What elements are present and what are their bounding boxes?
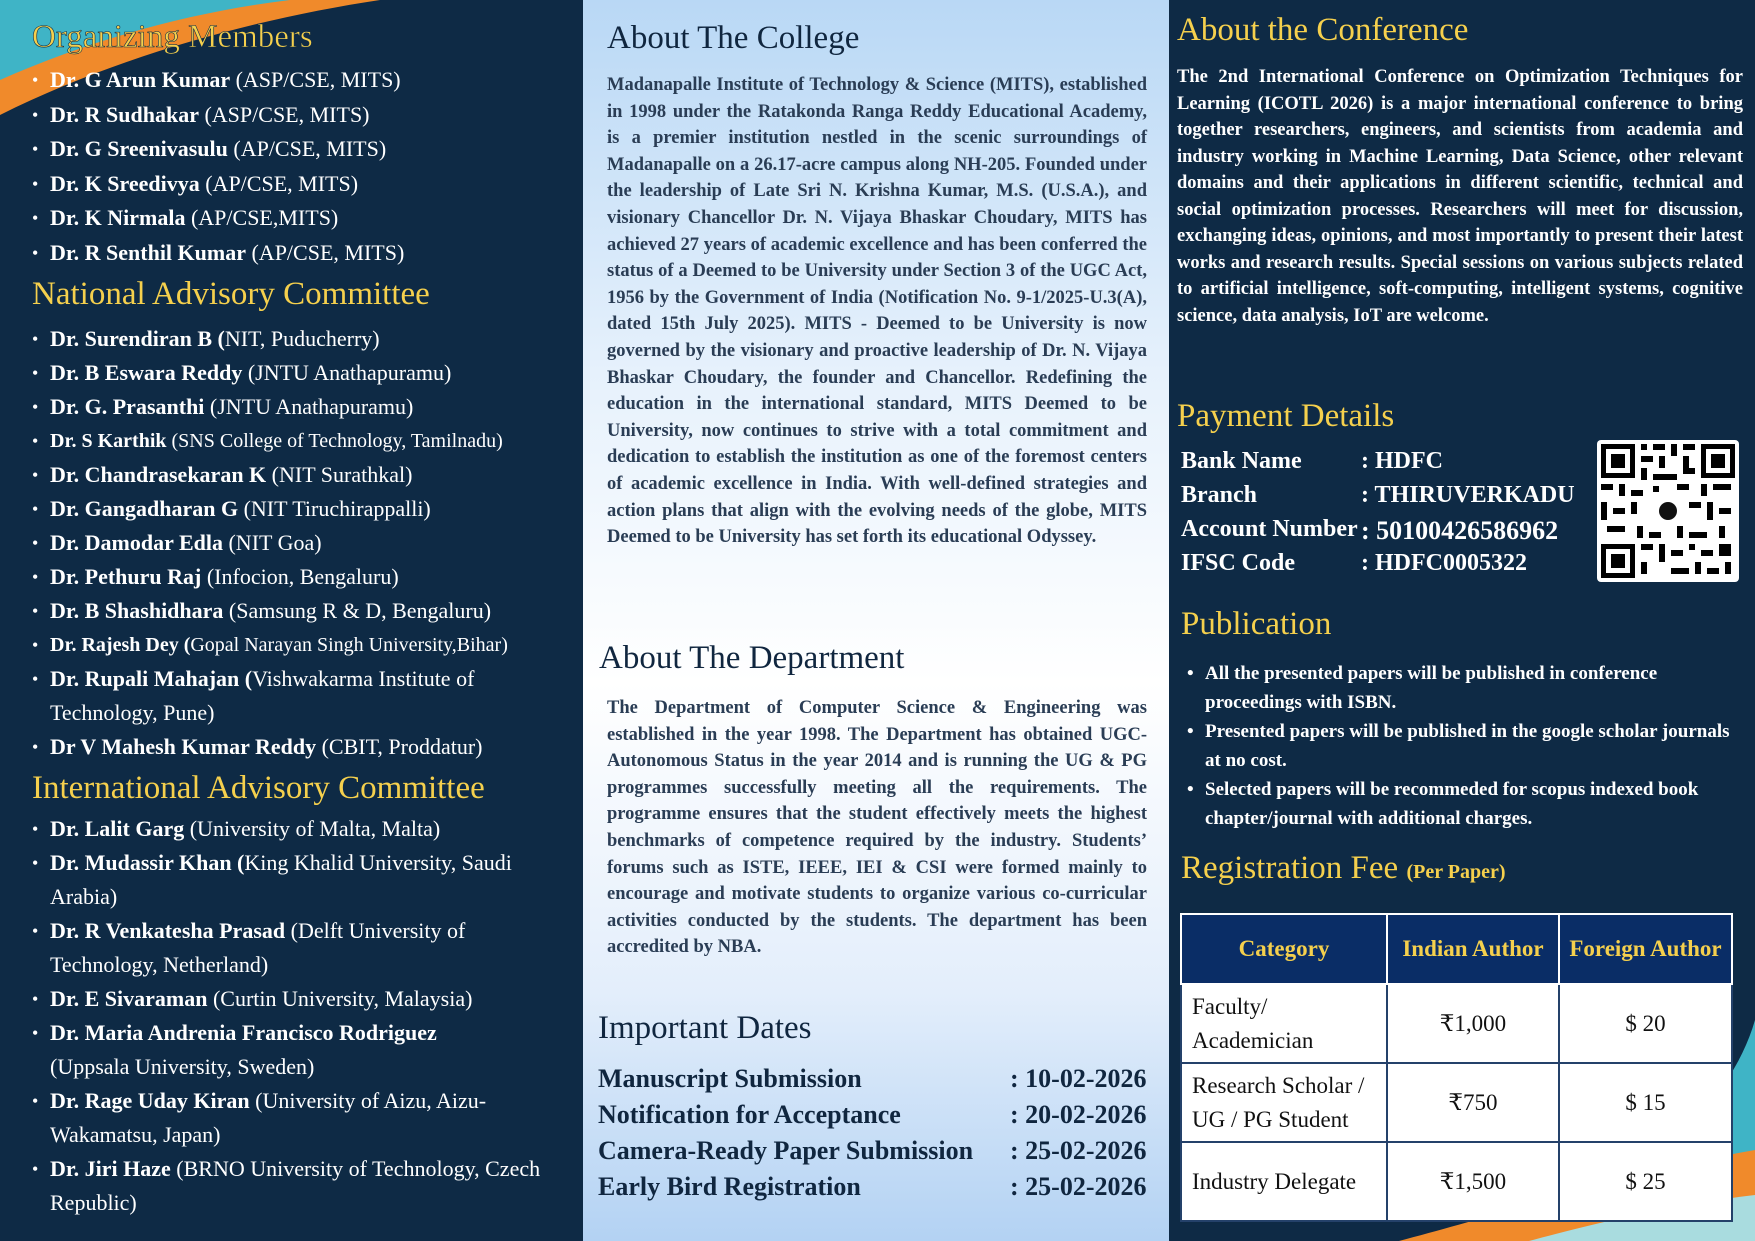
list-item: • Dr. Damodar Edla (NIT Goa) <box>30 526 575 560</box>
registration-title: Registration Fee <box>1181 850 1399 886</box>
table-row <box>1181 984 1732 1063</box>
date-row <box>598 1172 1158 1208</box>
list-item: • Dr. Surendiran B (NIT, Puducherry) <box>30 322 575 356</box>
left-panel <box>0 0 583 1241</box>
list-item: • Dr. Lalit Garg (University of Malta, Malta) <box>30 812 550 846</box>
middle-panel <box>583 0 1169 1241</box>
payment-row <box>1181 448 1601 482</box>
fee-foreign: $ 25 <box>1559 1142 1732 1221</box>
national-heading: National Advisory Committee <box>32 276 430 312</box>
fee-category: Faculty/ Academician <box>1181 984 1387 1063</box>
date-label: Notification for Acceptance <box>598 1100 901 1129</box>
date-label: Camera-Ready Paper Submission <box>598 1136 974 1165</box>
list-item: • Dr. Rajesh Dey (Gopal Narayan Singh University,Bihar) <box>30 628 575 662</box>
date-label: Manuscript Submission <box>598 1064 862 1093</box>
department-heading: About The Department <box>599 640 905 676</box>
list-item: • Dr V Mahesh Kumar Reddy (CBIT, Proddatur) <box>30 730 575 764</box>
list-item: • Dr. Mudassir Khan (King Khalid University, Saudi Arabia) <box>30 846 520 914</box>
list-item: • Dr. Jiri Haze (BRNO University of Technology, Czech Republic) <box>30 1152 560 1220</box>
payment-label: Branch <box>1181 482 1258 508</box>
payment-value: : 50100426586962 <box>1361 516 1559 545</box>
table-row <box>1181 1063 1732 1142</box>
list-item: • Dr. Pethuru Raj (Infocion, Bengaluru) <box>30 560 575 594</box>
date-value: : 25-02-2026 <box>1010 1136 1147 1165</box>
list-item: • Dr. G Arun Kumar (ASP/CSE, MITS) <box>30 63 570 98</box>
publication-heading: Publication <box>1181 606 1332 642</box>
date-row <box>598 1064 1158 1100</box>
international-list <box>30 812 550 1220</box>
list-item: • Dr. G Sreenivasulu (AP/CSE, MITS) <box>30 132 570 167</box>
fee-indian: ₹750 <box>1387 1063 1559 1142</box>
date-value: : 25-02-2026 <box>1010 1172 1147 1201</box>
list-item: • Dr. B Eswara Reddy (JNTU Anathapuramu) <box>30 356 575 390</box>
fee-foreign: $ 15 <box>1559 1063 1732 1142</box>
list-item: • Dr. R Venkatesha Prasad (Delft University of Technology, Netherland) <box>30 914 540 982</box>
fee-category: Industry Delegate <box>1181 1142 1387 1221</box>
fee-category: Research Scholar / UG / PG Student <box>1181 1063 1387 1142</box>
dates-heading: Important Dates <box>598 1010 812 1046</box>
list-item: • Dr. E Sivaraman (Curtin University, Malaysia) <box>30 982 550 1016</box>
table-header-row <box>1181 914 1732 984</box>
list-item: • All the presented papers will be published in conference proceedings with ISBN. <box>1183 659 1743 717</box>
registration-fee-table <box>1180 913 1733 1222</box>
date-value: : 10-02-2026 <box>1010 1064 1147 1093</box>
organizing-list <box>30 63 570 271</box>
list-item: • Dr. K Nirmala (AP/CSE,MITS) <box>30 201 570 236</box>
payment-label: Bank Name <box>1181 448 1302 474</box>
fee-indian: ₹1,000 <box>1387 984 1559 1063</box>
list-item: • Dr. Maria Andrenia Francisco Rodriguez (Uppsala University, Sweden) <box>30 1016 520 1084</box>
important-dates-table <box>598 1064 1158 1208</box>
college-text: Madanapalle Institute of Technology & Science (MITS), established in 1998 under the Ratakonda Ranga Reddy Educational Academy, is a premier institution nestled in the scenic surroundings of Madanapalle on a 26.17-acre campus along NH-205. Founded under the leadership of Late Sri N. Krishna Kumar, M.S. (U.S.A.), and visionary Chancellor Dr. N. Vijaya Bhaskar Choudary, MITS has achieved 27 years of academic excellence and has been conferred the status of a Deemed to be University under Section 3 of the UGC Act, 1956 by the Government of India (Notification No. 9-1/2025-U.3(A), dated 15th July 2025). MITS - Deemed to be University is now governed by the visionary and proactive leadership of Dr. N. Vijaya Bhaskar Choudary, the founder and Chancellor. Redefining the education in the international standard, MITS Deemed to be University, now continues to strive with a total commitment and dedication to establish the institution as one of the foremost centers of academic excellence in India. With well-defined strategies and action plans that align with the evolving needs of the globe, MITS Deemed to be University has set forth its educational Odyssey. <box>607 75 1147 548</box>
table-row <box>1181 1142 1732 1221</box>
conference-heading: About the Conference <box>1177 12 1469 48</box>
list-item: • Dr. Rage Uday Kiran (University of Aizu, Aizu-Wakamatsu, Japan) <box>30 1084 560 1152</box>
list-item: • Dr. Gangadharan G (NIT Tiruchirappalli) <box>30 492 575 526</box>
list-item: • Dr. S Karthik (SNS College of Technology, Tamilnadu) <box>30 424 575 458</box>
list-item: • Dr. R Senthil Kumar (AP/CSE, MITS) <box>30 236 570 271</box>
payment-value: : THIRUVERKADU <box>1361 482 1575 508</box>
payment-label: Account Number <box>1181 516 1358 542</box>
fee-indian: ₹1,500 <box>1387 1142 1559 1221</box>
list-item: • Dr. G. Prasanthi (JNTU Anathapuramu) <box>30 390 575 424</box>
list-item: • Dr. Rupali Mahajan (Vishwakarma Institute of Technology, Pune) <box>30 662 520 730</box>
column-header: Indian Author <box>1387 914 1559 984</box>
college-heading: About The College <box>607 20 860 56</box>
payment-row <box>1181 516 1601 550</box>
list-item: • Dr. B Shashidhara (Samsung R & D, Bengaluru) <box>30 594 575 628</box>
payment-details <box>1181 448 1601 584</box>
publication-list <box>1183 659 1743 833</box>
international-heading: International Advisory Committee <box>32 770 485 806</box>
conference-text: The 2nd International Conference on Optimization Techniques for Learning (ICOTL 2026) is a major international conference to bring together researchers, engineers, and scientists from academia and industry working in Machine Learning, Data Science, other relevant domains and their applications in different scientific, technical and social optimization processes. Researchers will meet for discussion, exchanging ideas, opinions, and most importantly to present their latest works and research results. Special sessions on various subjects related to artificial intelligence, soft-computing, intelligent systems, cognitive science, data analysis, IoT are welcome. <box>1177 67 1743 326</box>
payment-value: : HDFC <box>1361 448 1443 474</box>
date-row <box>598 1136 1158 1172</box>
registration-heading <box>1181 850 1506 887</box>
organizing-heading: Organizing Members <box>32 19 313 55</box>
national-list <box>30 322 575 764</box>
fee-foreign: $ 20 <box>1559 984 1732 1063</box>
qr-code-icon[interactable] <box>1597 440 1739 582</box>
payment-value: : HDFC0005322 <box>1361 550 1527 576</box>
date-label: Early Bird Registration <box>598 1172 861 1201</box>
payment-label: IFSC Code <box>1181 550 1296 576</box>
list-item: • Dr. R Sudhakar (ASP/CSE, MITS) <box>30 98 570 133</box>
date-value: : 20-02-2026 <box>1010 1100 1147 1129</box>
payment-row <box>1181 550 1601 584</box>
department-text: The Department of Computer Science & Engineering was established in the year 1998. The Department has obtained UGC-Autonomous Status in the year 2014 and is running the UG & PG programmes successfully meeting all the requirements. The programme ensures that the student effectively meets the highest benchmarks of competence required by the industry. Students’ forums such as ISTE, IEEE, IEI & CSI were formed mainly to encourage and motivate students to organize various co-curricular activities conducted by the students. The department has been accredited by NBA. <box>607 698 1147 958</box>
payment-heading: Payment Details <box>1177 398 1395 434</box>
column-header: Foreign Author <box>1559 914 1732 984</box>
payment-row <box>1181 482 1601 516</box>
column-header: Category <box>1181 914 1387 984</box>
date-row <box>598 1100 1158 1136</box>
right-panel <box>1169 0 1755 1241</box>
list-item: • Selected papers will be recommeded for scopus indexed book chapter/journal with additional charges. <box>1183 775 1743 833</box>
list-item: • Dr. Chandrasekaran K (NIT Surathkal) <box>30 458 575 492</box>
registration-subtitle: (Per Paper) <box>1406 861 1506 883</box>
list-item: • Dr. K Sreedivya (AP/CSE, MITS) <box>30 167 570 202</box>
list-item: • Presented papers will be published in the google scholar journals at no cost. <box>1183 717 1743 775</box>
